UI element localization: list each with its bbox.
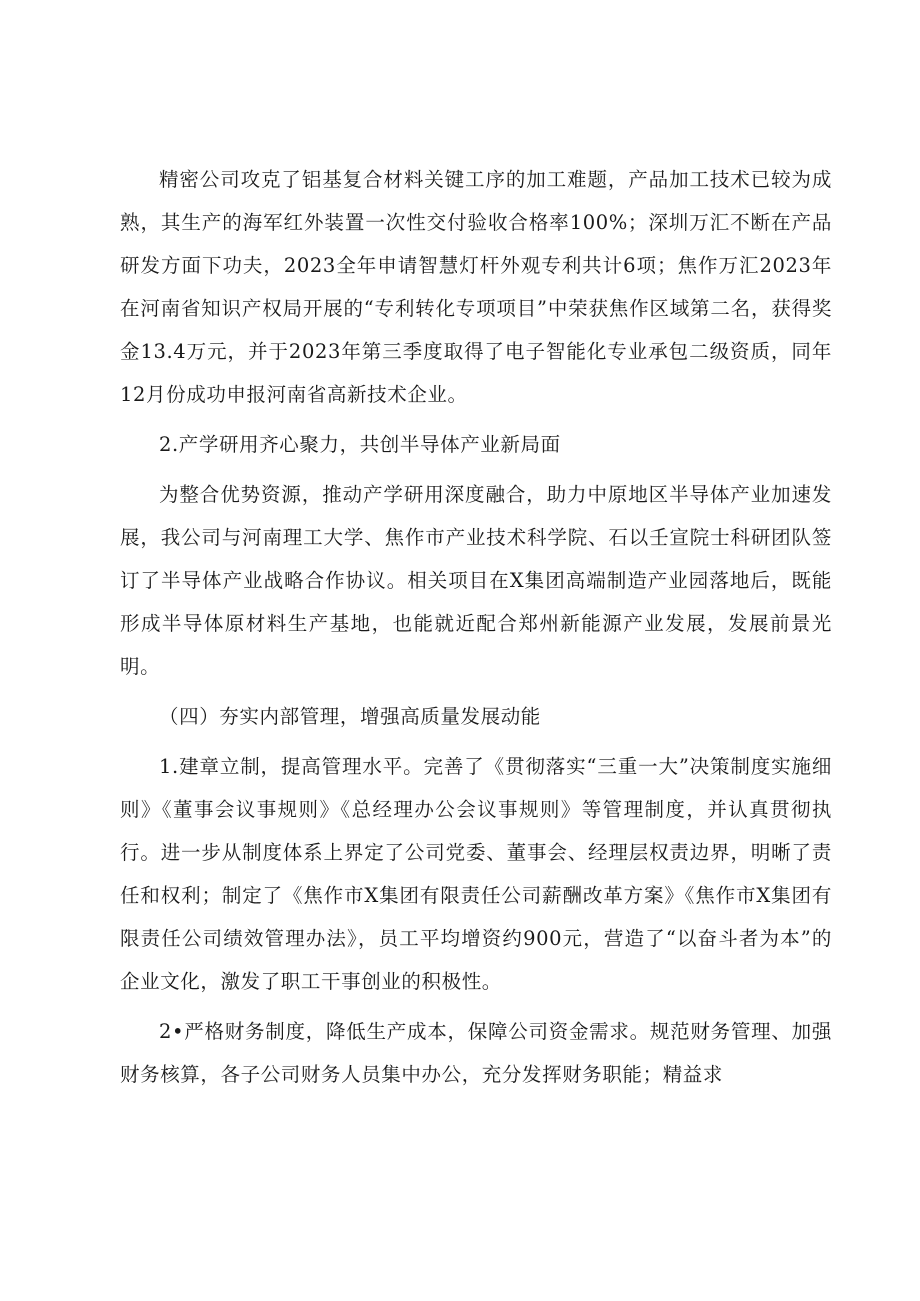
paragraph-financial-system: 2•严格财务制度，降低生产成本，保障公司资金需求。规范财务管理、加强财务核算，各子公司财务人员集中办公，充分发挥财务职能；精益求: [120, 1020, 832, 1086]
paragraph-tech-achievements: 精密公司攻克了铝基复合材料关键工序的加工难题，产品加工技术已较为成熟，其生产的海军红外装置一次性交付验收合格率100%；深圳万汇不断在产品研发方面下功夫，2023全年申请智慧灯杆外观专利共计6项；焦作万汇2023年在河南省知识产权局开展的“专利转化专项项目”中荣获焦作区域第二名，获得奖金13.4万元，并于2023年第三季度取得了电子智能化专业承包二级资质，同年12月份成功申报河南省高新技术企业。: [120, 168, 832, 406]
paragraph-rules-and-systems: 1.建章立制，提高管理水平。完善了《贯彻落实“三重一大”决策制度实施细则》《董事会议事规则》《总经理办公会议事规则》等管理制度，并认真贯彻执行。进一步从制度体系上界定了公司党委、董事会、经理层权责边界，明晰了责任和权利；制定了《焦作市X集团有限责任公司薪酬改革方案》《焦作市X集团有限责任公司绩效管理办法》，员工平均增资约900元，营造了“以奋斗者为本”的企业文化，激发了职工干事创业的积极性。: [120, 755, 832, 993]
paragraph-semiconductor-agreement: 为整合优势资源，推动产学研用深度融合，助力中原地区半导体产业加速发展，我公司与河南理工大学、焦作市产业技术科学院、石以壬宣院士科研团队签订了半导体产业战略合作协议。相关项目在X集团高端制造产业园落地后，既能形成半导体原材料生产基地，也能就近配合郑州新能源产业发展，发展前景光明。: [120, 483, 832, 678]
document-body: [120, 158, 832, 1096]
heading-semiconductor-cooperation: 2.产学研用齐心聚力，共创半导体产业新局面: [159, 433, 561, 456]
heading-internal-management: （四）夯实内部管理，增强高质量发展动能: [159, 705, 541, 728]
